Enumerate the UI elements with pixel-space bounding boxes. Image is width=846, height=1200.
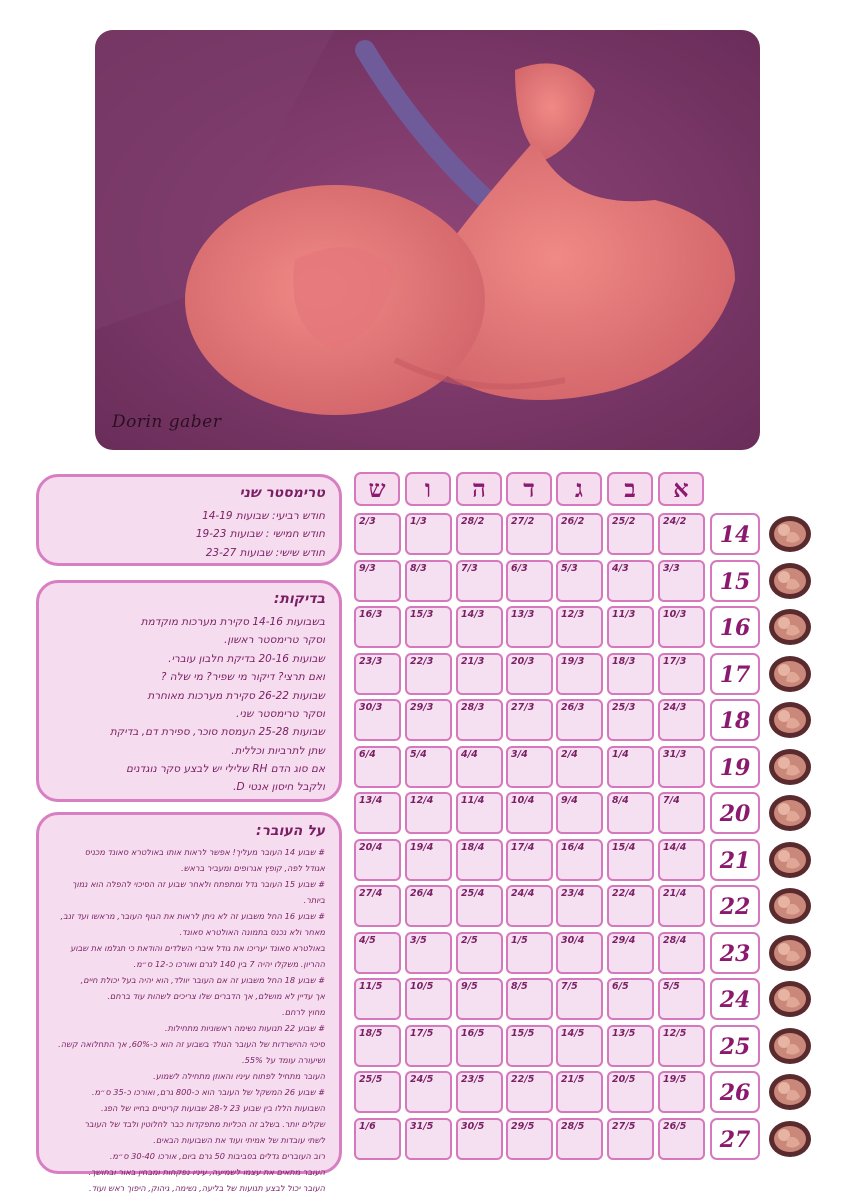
calendar-day-cell [607,839,654,881]
trimester-line: חודש חמישי : שבועות 19-23 [195,528,325,541]
day-date: 3/3 [663,563,680,574]
calendar-day-cell [607,792,654,834]
week-number: 18 [710,699,760,741]
calendar-day-cell [506,885,553,927]
weekday-header: ש [354,472,400,506]
day-date: 27/5 [612,1121,636,1132]
week-number: 19 [710,746,760,788]
calendar-day-cell [658,885,705,927]
calendar-day-cell [456,513,503,555]
day-date: 8/3 [410,563,427,574]
day-date: 2/3 [359,516,376,527]
fetus-line: ההריון. משקלו יהיה 7 בין 140 לגרם ואורכו כ-12 ס״מ. [133,958,325,969]
day-date: 25/5 [359,1074,383,1085]
calendar-day-cell [456,653,503,695]
calendar-day-cell [658,839,705,881]
day-date: 26/4 [410,888,434,899]
day-date: 13/4 [359,795,383,806]
calendar-day-cell [556,699,603,741]
fetus-line: רוב העוברים גדלים בסביבות 50 גרם ביום, אורכו 30-40 ס״מ. [109,1150,325,1161]
day-date: 26/3 [561,702,585,713]
calendar-day-cell [658,653,705,695]
fetus-line: # שבוע 22 תנועות נשימה ראשוניות מתחילות. [164,1022,325,1033]
day-date: 21/3 [461,656,485,667]
calendar-day-cell [556,746,603,788]
calendar-day-cell [607,746,654,788]
tests-info-box [36,580,342,802]
calendar-day-cell [607,1071,654,1113]
fetus-line: ושיעורה עומד על 55%. [242,1054,325,1065]
trimester-line: חודש שישי: שבועות 23-27 [205,546,325,559]
calendar-day-cell [405,513,452,555]
day-date: 15/3 [410,609,434,620]
fetus-line: # שבוע 14 העובר מעליך! אפשר לראות אותו באולטרא סאונד מכניס [84,847,325,857]
week-number: 22 [710,885,760,927]
fetus-icon [766,839,814,881]
day-date: 7/5 [561,981,578,992]
day-date: 24/2 [663,516,687,527]
day-date: 30/4 [561,935,585,946]
day-date: 12/5 [663,1028,687,1039]
calendar-day-cell [405,1025,452,1067]
calendar-day-cell [405,1118,452,1160]
calendar-day-cell [556,513,603,555]
week-number: 16 [710,606,760,648]
fetus-line: לשתי עובדות של אמיתי ועוד את השבועות הבאים. [153,1134,325,1145]
weekday-header: ו [405,472,451,506]
day-date: 10/5 [410,981,434,992]
day-date: 16/3 [359,609,383,620]
week-number: 23 [710,932,760,974]
tests-line: שבועות 25-28 העמסת סוכר, ספירת דם, בדיקת [109,726,325,739]
calendar-day-cell [405,978,452,1020]
day-date: 21/5 [561,1074,585,1085]
fetus-icon [766,1025,814,1067]
fetus-icon [766,606,814,648]
fetus-icon [766,560,814,602]
fetus-icon [766,746,814,788]
calendar-day-cell [607,885,654,927]
trimester-line: חודש רביעי: שבועות 14-19 [202,510,325,522]
calendar-day-cell [354,746,401,788]
calendar-day-cell [506,560,553,602]
calendar-day-cell [658,1071,705,1113]
weekday-header: א [658,472,704,506]
day-date: 24/5 [410,1074,434,1085]
fetus-icon [766,978,814,1020]
day-date: 22/4 [612,888,636,899]
calendar-day-cell [456,932,503,974]
calendar-day-cell [607,653,654,695]
day-date: 17/5 [410,1028,434,1039]
day-date: 9/3 [359,563,376,574]
day-date: 1/3 [410,516,427,527]
day-date: 20/5 [612,1074,636,1085]
fetus-line: השבועות הללו בין שבוע 23 ל-28 שבועות קריטיים בחייו של הפג. [101,1102,325,1113]
tests-line: ולקבל חיסון אנטי D. [233,781,325,794]
fetus-line: שקלים יותר. בשלב זה הכליות מתפקדות כבר לחלוטין ולבד של העובר [84,1118,325,1129]
day-date: 17/3 [663,656,687,667]
calendar-day-cell [607,932,654,974]
calendar-day-cell [456,606,503,648]
calendar-day-cell [556,560,603,602]
day-date: 25/4 [461,888,485,899]
fetus-line: אגודל לפה, קופץ אגרופים ומעביר בראש. [181,862,325,873]
day-date: 6/3 [511,563,528,574]
day-date: 9/5 [461,981,478,992]
day-date: 25/3 [612,702,636,713]
calendar-day-cell [354,513,401,555]
calendar-day-cell [607,1025,654,1067]
calendar-day-cell [456,1025,503,1067]
day-date: 28/5 [561,1121,585,1132]
fetus-line: אך עדיין לא מושלם, אך הדברים שלו צריכים לשהות עוד ברחם. [107,990,325,1001]
fetus-line: סיכוי ההישרדות של העובר הנולד בשבוע זה הוא כ-60%, אך התחלואה קשה. [58,1038,325,1049]
day-date: 7/4 [663,795,680,806]
weekday-header: ד [506,472,552,506]
day-date: 18/4 [461,842,485,853]
day-date: 7/3 [461,563,478,574]
tests-line: שבועות 20-16 בדיקת חלבון עוברי. [168,652,325,665]
calendar-day-cell [456,1071,503,1113]
day-date: 30/5 [461,1121,485,1132]
day-date: 12/4 [410,795,434,806]
calendar-day-cell [405,839,452,881]
weekday-header: ג [556,472,602,506]
day-date: 29/5 [511,1121,535,1132]
calendar-day-cell [506,978,553,1020]
day-date: 28/4 [663,935,687,946]
calendar-day-cell [405,885,452,927]
calendar-day-cell [556,653,603,695]
day-date: 10/3 [663,609,687,620]
calendar-day-cell [556,1118,603,1160]
weekday-header: ב [607,472,653,506]
calendar-day-cell [556,839,603,881]
calendar-day-cell [556,885,603,927]
fetus-icon [766,1118,814,1160]
day-date: 8/5 [511,981,528,992]
calendar-day-cell [556,978,603,1020]
calendar-day-cell [354,1071,401,1113]
day-date: 17/4 [511,842,535,853]
day-date: 6/5 [612,981,629,992]
calendar-day-cell [354,839,401,881]
day-date: 2/4 [561,749,578,760]
day-date: 14/4 [663,842,687,853]
day-date: 15/5 [511,1028,535,1039]
fetus-icon [766,792,814,834]
calendar-day-cell [506,606,553,648]
calendar-day-cell [607,1118,654,1160]
tests-line: שתן לתרביות וכללית. [231,744,325,757]
calendar-day-cell [354,932,401,974]
calendar-day-cell [506,513,553,555]
calendar-day-cell [658,792,705,834]
calendar-day-cell [607,513,654,555]
calendar-day-cell [556,1025,603,1067]
calendar-day-cell [354,653,401,695]
calendar-day-cell [456,839,503,881]
day-date: 13/3 [511,609,535,620]
calendar-day-cell [405,1071,452,1113]
calendar-day-cell [506,1118,553,1160]
day-date: 28/3 [461,702,485,713]
day-date: 19/4 [410,842,434,853]
calendar-day-cell [506,746,553,788]
day-date: 1/4 [612,749,629,760]
day-date: 27/4 [359,888,383,899]
day-date: 14/3 [461,609,485,620]
fetus-icon [766,932,814,974]
day-date: 9/4 [561,795,578,806]
day-date: 23/4 [561,888,585,899]
calendar-day-cell [405,932,452,974]
fetus-icon [766,699,814,741]
day-date: 3/4 [511,749,528,760]
fetus-icon [766,1071,814,1113]
fetus-line: # שבוע 16 החל משבוע זה לא ניתן לראות את הגוף העובר, מראשו ועד זנב, [60,910,325,921]
day-date: 23/5 [461,1074,485,1085]
fetus-line: מחוץ לרחם. [282,1006,325,1017]
calendar-day-cell [405,653,452,695]
day-date: 29/4 [612,935,636,946]
week-number: 17 [710,653,760,695]
week-number: 15 [710,560,760,602]
day-date: 27/3 [511,702,535,713]
calendar-day-cell [556,932,603,974]
calendar-day-cell [506,932,553,974]
tests-line: וסקר טרימסטר שני. [236,707,325,720]
calendar-day-cell [405,606,452,648]
day-date: 29/3 [410,702,434,713]
week-number: 20 [710,792,760,834]
day-date: 30/3 [359,702,383,713]
calendar-day-cell [506,839,553,881]
calendar-day-cell [354,885,401,927]
day-date: 2/5 [461,935,478,946]
week-number: 27 [710,1118,760,1160]
tests-title: בדיקות: [273,591,325,607]
calendar-day-cell [456,699,503,741]
calendar-day-cell [556,606,603,648]
calendar-day-cell [658,513,705,555]
calendar-day-cell [456,746,503,788]
calendar-day-cell [607,699,654,741]
calendar-day-cell [658,560,705,602]
day-date: 1/6 [359,1121,376,1132]
fetus-line: # שבוע 15 העובר גדל ומתפתח ולאחר שבוע זה הסיכוי לה‌פלה הוא נמוך ביותר. [72,878,325,905]
calendar-day-cell [354,699,401,741]
calendar-day-cell [658,978,705,1020]
week-number: 14 [710,513,760,555]
fetus-painting [95,30,760,450]
calendar-day-cell [354,792,401,834]
fetus-line: מאחר ולא נכנס בתמונה האולטרא סאונד. [179,926,325,937]
day-date: 31/3 [663,749,687,760]
fetus-line: העובר מתחיל לפתוח עיניו והאוזן מתחילה לשמוע. [153,1070,325,1081]
fetus-title: על העובר: [256,823,325,839]
calendar-day-cell [354,1025,401,1067]
day-date: 31/5 [410,1121,434,1132]
day-date: 19/3 [561,656,585,667]
day-date: 14/5 [561,1028,585,1039]
day-date: 18/5 [359,1028,383,1039]
day-date: 12/3 [561,609,585,620]
day-date: 20/3 [511,656,535,667]
day-date: 6/4 [359,749,376,760]
day-date: 23/3 [359,656,383,667]
calendar-day-cell [506,699,553,741]
fetus-line: העובר יכול לבצע תנועות של בליעה, נשימה, גיהוק, היפוך ראש ועוד. [89,1182,325,1193]
day-date: 1/5 [511,935,528,946]
day-date: 24/3 [663,702,687,713]
calendar-day-cell [607,606,654,648]
calendar-day-cell [506,1025,553,1067]
fetus-line: העובר מתאים את עצמו לשמיעה, עיניו נפקחות ומבחין באור ובחושך. [88,1166,325,1177]
calendar-day-cell [354,560,401,602]
calendar-day-cell [658,606,705,648]
day-date: 27/2 [511,516,535,527]
calendar-day-cell [405,699,452,741]
day-date: 24/4 [511,888,535,899]
calendar-day-cell [658,699,705,741]
day-date: 13/5 [612,1028,636,1039]
day-date: 22/3 [410,656,434,667]
calendar-day-cell [506,653,553,695]
day-date: 18/3 [612,656,636,667]
calendar-day-cell [456,885,503,927]
fetus-icon [766,513,814,555]
week-number: 26 [710,1071,760,1113]
fetus-info-box [36,812,342,1193]
calendar-day-cell [556,792,603,834]
week-number: 21 [710,839,760,881]
day-date: 5/3 [561,563,578,574]
calendar-day-cell [506,1071,553,1113]
calendar-day-cell [405,746,452,788]
day-date: 26/5 [663,1121,687,1132]
artist-signature: Dorin gaber [112,412,222,432]
calendar-day-cell [658,746,705,788]
fetus-line: באולטרא סאונד יעריכו את גודל איברי השלדים והודאת כי תגלמו את שבוע [70,942,325,953]
week-number: 25 [710,1025,760,1067]
trimester-info-box [36,474,342,566]
calendar-day-cell [456,792,503,834]
calendar-day-cell [354,1118,401,1160]
tests-line: וסקר טרימסטר ראשון. [224,634,325,647]
fetus-line: # שבוע 18 החל משבוע זה אם העובר יוולד, הוא יהיה בעל יכולת חיים, [80,974,325,985]
fetus-icon [766,885,814,927]
trimester-title: טרימסטר שני [239,485,325,501]
day-date: 11/3 [612,609,636,620]
fetus-icon [766,653,814,695]
day-date: 4/5 [359,935,376,946]
day-date: 15/4 [612,842,636,853]
calendar-day-cell [456,1118,503,1160]
calendar-day-cell [506,792,553,834]
calendar-day-cell [405,560,452,602]
calendar-day-cell [658,1025,705,1067]
week-number: 24 [710,978,760,1020]
tests-line: ואם תרצי? דיקור מי שפיר? מי שלה ? [160,671,325,684]
day-date: 20/4 [359,842,383,853]
calendar-day-cell [354,606,401,648]
day-date: 26/2 [561,516,585,527]
day-date: 10/4 [511,795,535,806]
day-date: 21/4 [663,888,687,899]
day-date: 3/5 [410,935,427,946]
calendar-day-cell [456,978,503,1020]
fetus-line: # שבוע 26 המשקל של העובר הוא כ-800 גרם, ואורכו כ-35 ס״מ. [91,1086,325,1097]
tests-line: אם סוג הדם RH שלילי יש לבצע סקר נוגדנים [126,763,325,775]
day-date: 16/5 [461,1028,485,1039]
day-date: 5/4 [410,749,427,760]
calendar-day-cell [456,560,503,602]
weekday-header: ה [456,472,502,506]
day-date: 4/3 [612,563,629,574]
calendar-day-cell [607,560,654,602]
calendar-day-cell [354,978,401,1020]
calendar-day-cell [556,1071,603,1113]
day-date: 19/5 [663,1074,687,1085]
day-date: 4/4 [461,749,478,760]
day-date: 22/5 [511,1074,535,1085]
calendar-day-cell [658,932,705,974]
day-date: 11/5 [359,981,383,992]
day-date: 11/4 [461,795,485,806]
tests-line: שבועות 26-22 סקירת מערכות מאוחרת [147,689,325,702]
day-date: 5/5 [663,981,680,992]
calendar-day-cell [405,792,452,834]
day-date: 25/2 [612,516,636,527]
calendar-day-cell [607,978,654,1020]
tests-line: בשבועות 14-16 סקירת מערכות מוקדמת [140,616,325,628]
day-date: 16/4 [561,842,585,853]
day-date: 8/4 [612,795,629,806]
day-date: 28/2 [461,516,485,527]
calendar-day-cell [658,1118,705,1160]
